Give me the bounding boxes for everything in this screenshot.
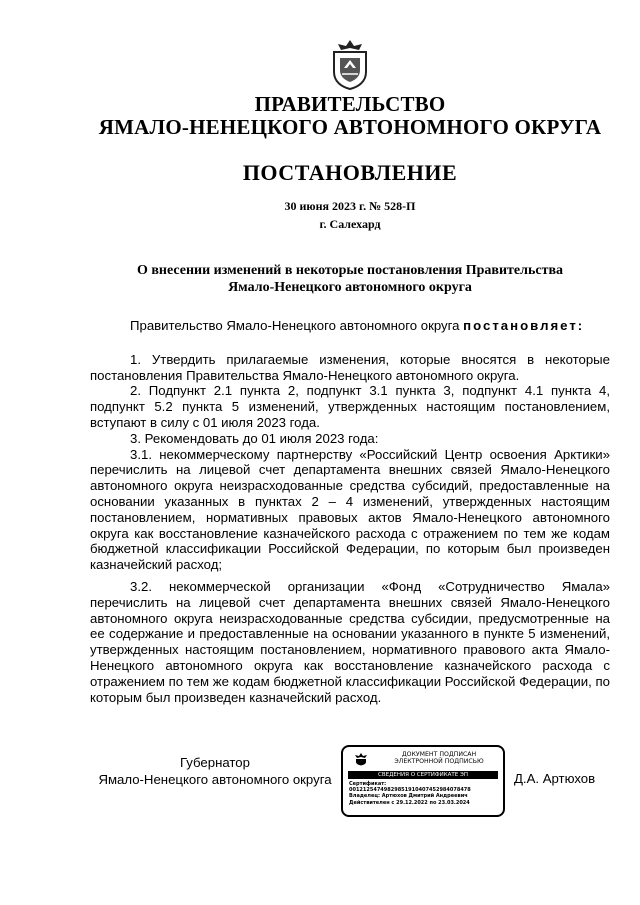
- stamp-cert-label: Сертификат:: [349, 781, 387, 787]
- paragraph-1: 1. Утвердить прилагаемые изменения, которые вносятся в некоторые постановления Правительства Ямало-Ненецкого автономного округа.: [90, 351, 610, 383]
- signer-position: [90, 754, 340, 788]
- yanao-coat-of-arms-icon: [328, 38, 372, 90]
- stamp-heading: [377, 751, 501, 765]
- coat-of-arms-icon: [351, 752, 371, 766]
- decree-title: ПОСТАНОВЛЕНИЕ: [242, 160, 458, 185]
- stamp-certificate-details: [349, 781, 501, 806]
- government-title-line1: ПРАВИТЕЛЬСТВО: [254, 92, 446, 116]
- government-title-line2: ЯМАЛО-НЕНЕЦКОГО АВТОНОМНОГО ОКРУГА: [98, 115, 602, 139]
- paragraph-3: 3. Рекомендовать до 01 июля 2023 года:: [130, 430, 379, 446]
- signer-name: Д.А. Артюхов: [514, 771, 596, 786]
- decree-city: г. Салехард: [319, 217, 381, 231]
- decree-body: [90, 318, 610, 705]
- stamp-heading-line2: ЭЛЕКТРОННОЙ ПОДПИСЬЮ: [394, 758, 484, 765]
- subject-line2: Ямало-Ненецкого автономного округа: [228, 280, 472, 295]
- lead-keyword: постановляет:: [463, 318, 585, 333]
- stamp-validity: Действителен с 29.12.2022 по 23.03.2024: [349, 799, 470, 806]
- decree-dateline: 30 июня 2023 г. № 528-П: [284, 199, 416, 213]
- lead-text: Правительство Ямало-Ненецкого автономного округа: [130, 318, 464, 333]
- signer-position-line2: Ямало-Ненецкого автономного округа: [98, 772, 332, 787]
- stamp-owner: Владелец: Артюхов Дмитрий Андреевич: [349, 793, 468, 800]
- decree-subject: [95, 262, 605, 296]
- signer-position-line1: Губернатор: [180, 755, 250, 770]
- stamp-certificate-bar: СВЕДЕНИЯ О СЕРТИФИКАТЕ ЭП: [348, 771, 498, 779]
- paragraph-3-1: 3.1. некоммерческому партнерству «Российский Центр освоения Арктики» перечислить на лицевой счет департамента внешних связей Ямало-Ненецкого автономного округа неизрасходованные средства субсидий, предоставленные на основании указанных в пунктах 2 – 4 изменений, утвержденных настоящим постановлением, нормативных правовых актов Ямало-Ненецкого автономного округа как восстановление казначейского расхода с отражением по тем же кодам бюджетной классификации Российской Федерации, по которым был произведен казначейский расход;: [90, 446, 610, 573]
- paragraph-2: 2. Подпункт 2.1 пункта 2, подпункт 3.1 пункта 3, подпункт 4.1 пункта 4, подпункт 5.2 пункта 5 изменений, утвержденных настоящим постановлением, вступают в силу с 01 июля 2023 года.: [90, 383, 610, 430]
- stamp-cert-number: 00121254749829851910407452984078478: [349, 787, 471, 794]
- subject-line1: О внесении изменений в некоторые постановления Правительства: [136, 263, 564, 278]
- stamp-heading-line1: ДОКУМЕНТ ПОДПИСАН: [401, 751, 477, 758]
- electronic-signature-stamp: [341, 745, 505, 817]
- lead-paragraph: [90, 318, 610, 334]
- paragraph-3-2: 3.2. некоммерческой организации «Фонд «Сотрудничество Ямала» перечислить на лицевой счет департамента внешних связей Ямало-Ненецкого автономного округа неизрасходованные средства субсидии, предусмотренные на ее содержание и предоставленные на основании указанного в пункте 5 изменений, утвержденных настоящим постановлением, нормативного правового акта Ямало-Ненецкого автономного округа как восстановление казначейского расхода с отражением по тем же кодам бюджетной классификации Российской Федерации, по которым был произведен казначейский расход.: [90, 578, 610, 705]
